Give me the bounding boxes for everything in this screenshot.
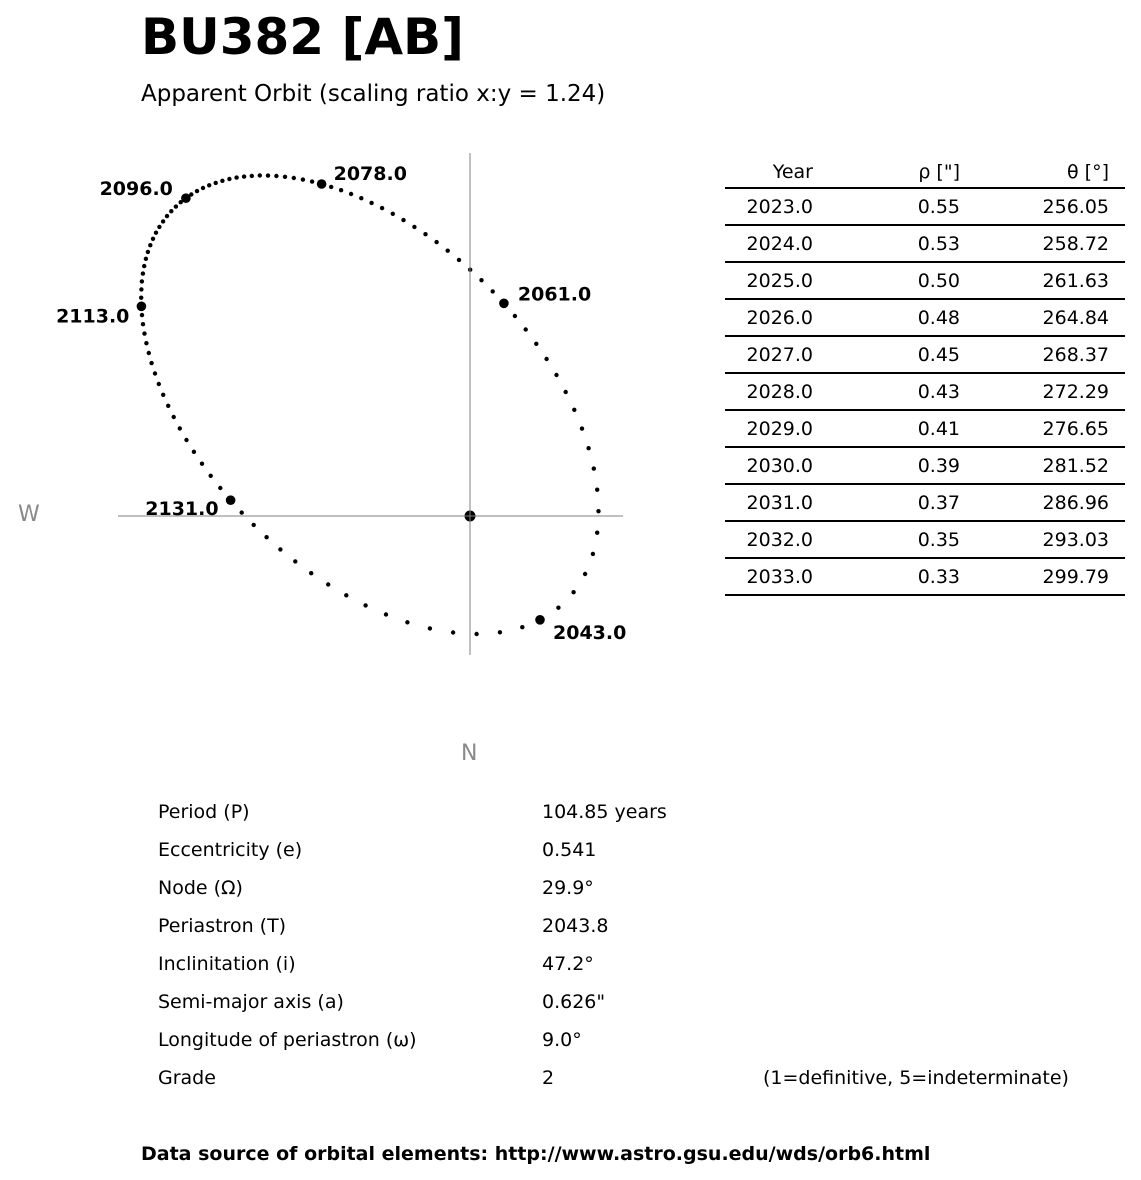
orbit-dot (544, 357, 548, 361)
orbit-year-label: 2113.0 (56, 305, 130, 328)
orbit-dot (250, 174, 254, 178)
table-row (725, 521, 1125, 558)
orbit-dot (169, 209, 173, 213)
table-cell: 2029.0 (725, 410, 813, 447)
element-row (158, 793, 1069, 831)
orbit-dot (580, 426, 584, 430)
table-cell: 256.05 (960, 188, 1125, 225)
element-value: 29.9° (542, 877, 594, 899)
orbit-dot (174, 204, 178, 208)
element-label: Periastron (T) (158, 915, 287, 937)
table-cell: 0.48 (813, 299, 960, 336)
orbit-dot (592, 466, 596, 470)
orbit-dot (583, 572, 587, 576)
orbit-dot (349, 192, 353, 196)
orbit-dot (178, 426, 182, 430)
table-row (725, 262, 1125, 299)
element-row (158, 983, 1069, 1021)
table-cell: 2033.0 (725, 558, 813, 595)
orbit-dot (214, 181, 218, 185)
table-cell: 286.96 (960, 484, 1125, 521)
orbit-dot (292, 176, 296, 180)
table-cell: 2028.0 (725, 373, 813, 410)
orbit-dot (571, 590, 575, 594)
element-value: 9.0° (542, 1029, 582, 1051)
table-cell: 299.79 (960, 558, 1125, 595)
orbit-year-labels (56, 163, 626, 644)
orbit-dot (363, 603, 367, 607)
orbit-dot (556, 606, 560, 610)
orbit-dots (137, 173, 601, 636)
orbit-dot (144, 257, 148, 261)
orbit-dot (184, 438, 188, 442)
table-row (725, 225, 1125, 262)
orbit-dot (258, 173, 262, 177)
orbit-dot (595, 531, 599, 535)
orbit-dot (161, 219, 165, 223)
orbit-dot (151, 237, 155, 241)
orbit-dot (479, 278, 483, 282)
orbit-dot (572, 408, 576, 412)
orbit-dot (266, 173, 270, 177)
orbit-dot (252, 523, 256, 527)
orbit-dot (141, 271, 145, 275)
orbit-dot (513, 314, 517, 318)
element-label: Grade (158, 1067, 216, 1089)
orbit-dot (218, 486, 222, 490)
orbit-dot (446, 249, 450, 253)
orbit-dot (596, 509, 600, 513)
orbit-year-label: 2078.0 (333, 163, 407, 185)
orbit-dot (146, 250, 150, 254)
table-header-cell: ρ ["] (813, 156, 960, 188)
orbit-dot (220, 179, 224, 183)
table-row (725, 410, 1125, 447)
orbit-dot (148, 243, 152, 247)
orbit-dot (227, 177, 231, 181)
orbit-year-label: 2096.0 (99, 178, 173, 201)
orbit-dot (380, 206, 384, 210)
orbit-dot (434, 240, 438, 244)
orbit-dot (240, 510, 244, 514)
table-header-cell: θ [°] (960, 156, 1125, 188)
element-note: (1=definitive, 5=indeterminate) (763, 1067, 1069, 1089)
table-cell: 0.35 (813, 521, 960, 558)
element-value: 0.541 (542, 839, 597, 861)
orbit-dot (283, 175, 287, 179)
orbit-dot (564, 390, 568, 394)
orbit-dot (141, 322, 145, 326)
table-cell: 2027.0 (725, 336, 813, 373)
footer-note: Data source of orbital elements: http://www.astro.gsu.edu/wds/orb6.html (141, 1143, 931, 1165)
orbit-dot (391, 212, 395, 216)
element-row (158, 1021, 1069, 1059)
orbit-dot (369, 201, 373, 205)
table-cell: 0.33 (813, 558, 960, 595)
orbit-year-label: 2043.0 (553, 621, 627, 644)
orbit-dot (140, 279, 144, 283)
orbit-dot (586, 446, 590, 450)
table-cell: 293.03 (960, 521, 1125, 558)
orbit-year-dot (181, 193, 191, 203)
element-row (158, 869, 1069, 907)
orbit-dot (209, 474, 213, 478)
orbital-elements-list (158, 793, 1069, 1097)
element-row (158, 945, 1069, 983)
element-value: 2 (542, 1067, 555, 1089)
page-title: BU382 [AB] (141, 8, 464, 66)
orbit-plot (0, 0, 700, 790)
orbit-dot (166, 404, 170, 408)
element-value: 104.85 years (542, 801, 667, 823)
table-cell: 2032.0 (725, 521, 813, 558)
table-cell: 0.39 (813, 447, 960, 484)
orbit-dot (344, 593, 348, 597)
orbit-dot (534, 342, 538, 346)
orbit-year-dot (535, 615, 545, 625)
table-cell: 0.43 (813, 373, 960, 410)
orbit-dot (474, 632, 478, 636)
orbit-dot (423, 232, 427, 236)
orbit-dot (157, 225, 161, 229)
orbit-dot (301, 177, 305, 181)
orbit-dot (412, 225, 416, 229)
orbit-dot (401, 218, 405, 222)
orbit-dot (161, 393, 165, 397)
orbit-dot (310, 179, 314, 183)
orbit-dot (329, 185, 333, 189)
orbit-dot (157, 382, 161, 386)
table-cell: 0.41 (813, 410, 960, 447)
orbit-dot (149, 361, 153, 365)
orbit-dot (142, 331, 146, 335)
table-row (725, 188, 1125, 225)
table-cell: 268.37 (960, 336, 1125, 373)
table-header-row (725, 156, 1125, 188)
orbit-dot (139, 287, 143, 291)
orbit-dot (451, 630, 455, 634)
orbit-dot (142, 264, 146, 268)
orbit-dot (524, 327, 528, 331)
orbit-dot (457, 258, 461, 262)
element-row (158, 1059, 1069, 1097)
table-row (725, 484, 1125, 521)
orbit-dot (165, 214, 169, 218)
table-cell: 2030.0 (725, 447, 813, 484)
ephemeris-table (725, 156, 1125, 596)
element-value: 0.626" (542, 991, 606, 1013)
table-cell: 2026.0 (725, 299, 813, 336)
orbit-year-dot (226, 495, 236, 505)
orbit-year-dot (317, 179, 327, 189)
table-row (725, 447, 1125, 484)
orbit-dot (293, 559, 297, 563)
orbit-dot (309, 571, 313, 575)
west-label: W (18, 502, 40, 527)
table-cell: 0.55 (813, 188, 960, 225)
north-label: N (461, 741, 478, 766)
page-subtitle: Apparent Orbit (scaling ratio x:y = 1.24) (141, 81, 606, 107)
table-row (725, 558, 1125, 595)
element-value: 2043.8 (542, 915, 609, 937)
element-label: Period (P) (158, 801, 250, 823)
table-cell: 2024.0 (725, 225, 813, 262)
orbit-dot (595, 488, 599, 492)
element-label: Node (Ω) (158, 877, 243, 899)
orbit-dot (140, 313, 144, 317)
orbit-dot (264, 535, 268, 539)
orbit-dot (139, 296, 143, 300)
orbit-dot (154, 231, 158, 235)
element-row (158, 907, 1069, 945)
table-cell: 264.84 (960, 299, 1125, 336)
orbit-dot (172, 415, 176, 419)
table-header-cell: Year (725, 156, 813, 188)
orbit-dot (153, 371, 157, 375)
orbit-dot (274, 174, 278, 178)
table-cell: 0.50 (813, 262, 960, 299)
orbit-year-dot (137, 302, 147, 312)
table-cell: 2023.0 (725, 188, 813, 225)
orbit-dot (234, 175, 238, 179)
orbit-dot (326, 582, 330, 586)
element-value: 47.2° (542, 953, 594, 975)
table-cell: 0.45 (813, 336, 960, 373)
orbit-dot (591, 552, 595, 556)
element-label: Longitude of periastron (ω) (158, 1029, 417, 1051)
orbit-dot (192, 450, 196, 454)
orbit-dot (498, 630, 502, 634)
orbit-dot (201, 186, 205, 190)
table-cell: 276.65 (960, 410, 1125, 447)
orbit-dot (147, 351, 151, 355)
table-row (725, 373, 1125, 410)
orbit-dot (428, 626, 432, 630)
orbit-dot (384, 612, 388, 616)
table-cell: 272.29 (960, 373, 1125, 410)
orbit-dot (491, 289, 495, 293)
table-row (725, 299, 1125, 336)
orbit-dot (405, 620, 409, 624)
orbit-year-label: 2061.0 (517, 283, 592, 306)
orbit-dot (278, 547, 282, 551)
orbit-dot (520, 625, 524, 629)
orbit-dot (207, 183, 211, 187)
table-cell: 2025.0 (725, 262, 813, 299)
element-label: Eccentricity (e) (158, 839, 303, 861)
element-label: Semi-major axis (a) (158, 991, 344, 1013)
orbit-dot (359, 196, 363, 200)
orbit-dot (200, 462, 204, 466)
element-label: Inclinitation (i) (158, 953, 296, 975)
orbit-dot (339, 188, 343, 192)
table-cell: 2031.0 (725, 484, 813, 521)
table-cell: 258.72 (960, 225, 1125, 262)
orbit-year-dot (499, 299, 509, 309)
orbit-dot (242, 174, 246, 178)
table-cell: 261.63 (960, 262, 1125, 299)
table-cell: 0.37 (813, 484, 960, 521)
table-row (725, 336, 1125, 373)
orbit-dot (554, 373, 558, 377)
table-cell: 0.53 (813, 225, 960, 262)
orbit-year-label: 2131.0 (145, 498, 219, 521)
element-row (158, 831, 1069, 869)
orbit-dot (144, 341, 148, 345)
orbit-dot (195, 189, 199, 193)
table-cell: 281.52 (960, 447, 1125, 484)
